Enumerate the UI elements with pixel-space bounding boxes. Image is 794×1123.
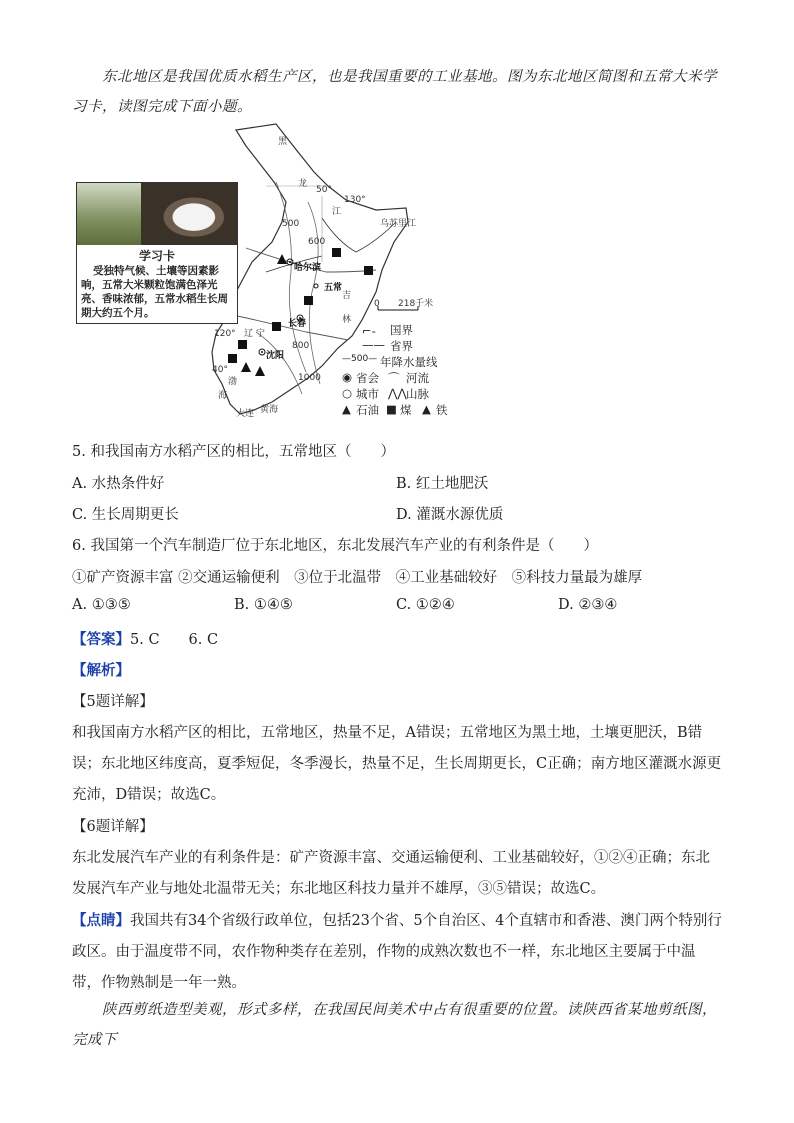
legend-border: 国界: [390, 323, 413, 337]
coal-symbol: [228, 354, 237, 363]
label-yellow-sea: 黄海: [260, 405, 279, 415]
coal-symbol: [364, 266, 373, 275]
legend-oil: 石油: [356, 403, 379, 417]
detail5-text: 和我国南方水稻产区的相比，五常地区，热量不足，A错误；五常地区为黑土地，土壤更肥沃，B错误；东北地区纬度高，夏季短促，冬季漫长，热量不足，生长周期更长，C正确；南方地区灌溉水源更充沛，D错误；故选C。: [72, 725, 722, 803]
label-province-liao: 辽: [244, 329, 254, 339]
label-isohyet-600: 600: [308, 237, 326, 247]
label-city-shenyang: 沈阳: [266, 351, 285, 361]
label-lat-40: 40°: [212, 365, 228, 375]
oil-icon: ▲: [342, 402, 351, 416]
label-lat-50: 50°: [316, 185, 332, 195]
label-isohyet-500: 500: [282, 219, 300, 229]
label-lon-130: 130°: [344, 195, 366, 205]
border-line-icon: ⌐‐: [362, 324, 376, 338]
coal-symbol: [238, 340, 247, 349]
detail5-label: 【5题详解】: [72, 694, 154, 710]
coal-symbol: [304, 296, 313, 305]
legend-river: 河流: [406, 371, 429, 385]
answer-line: [72, 628, 218, 649]
note-block: [72, 905, 722, 999]
label-wusuli: 乌苏里江: [380, 219, 417, 229]
note-text: 我国共有34个省级行政单位，包括23个省、5个自治区、4个直辖市和香港、澳门两个特别行政区。由于温度带不同，农作物种类存在差别，作物的成熟次数也不一样，东北地区主要属于中温带，作物熟制是一年一熟。: [72, 913, 722, 991]
legend-coal: 煤: [400, 403, 412, 417]
label-city-harbin: 哈尔滨: [294, 263, 322, 273]
scale-zero: 0: [374, 299, 380, 309]
intro-paragraph: 东北地区是我国优质水稻生产区，也是我国重要的工业基地。图为东北地区简图和五常大米学习卡，读图完成下面小题。: [72, 69, 717, 115]
q6-option-a: A. ①③⑤: [72, 597, 131, 613]
scale-distance: 218千米: [398, 299, 434, 309]
legend-mountain: 山脉: [406, 387, 429, 401]
detail6-label: 【6题详解】: [72, 819, 154, 835]
label-sea-bo: 渤: [228, 377, 238, 387]
label-province-hei: 黑: [278, 137, 288, 147]
q5-stem: 5. 和我国南方水稻产区的相比，五常地区（ ）: [72, 444, 395, 460]
q5-option-c: C. 生长周期更长: [72, 507, 179, 523]
river-icon: ⌒: [388, 371, 400, 385]
legend-capital: 省会: [356, 371, 379, 385]
q5-option-a: A. 水热条件好: [72, 476, 165, 492]
label-lon-120: 120°: [214, 329, 236, 339]
label-province-ji: 吉: [342, 291, 352, 301]
analysis-label: 【解析】: [72, 662, 130, 679]
rice-bowl-photo: [141, 183, 237, 245]
label-isohyet-800: 800: [292, 341, 310, 351]
legend-city: 城市: [356, 387, 379, 401]
city-icon: ○: [342, 386, 353, 400]
q6-option-d: D. ②③④: [558, 597, 618, 613]
q5-option-b: B. 红土地肥沃: [396, 476, 489, 492]
label-city-changchun: 长春: [288, 319, 307, 329]
label-isohyet-1000: 1000: [298, 373, 321, 383]
next-intro: 陕西剪纸造型美观，形式多样，在我国民间美术中占有很重要的位置。读陕西省某地剪纸图，完成下: [72, 1002, 717, 1048]
legend-province: 省界: [390, 339, 413, 353]
province-line-icon: ——: [362, 338, 385, 352]
q5-option-d: D. 灌溉水源优质: [396, 507, 504, 523]
q6-stem: 6. 我国第一个汽车制造厂位于东北地区，东北发展汽车产业的有利条件是（ ）: [72, 538, 598, 554]
label-province-ning: 宁: [256, 329, 266, 339]
northeast-map-figure: [76, 122, 476, 422]
q6-option-c: C. ①②④: [396, 597, 455, 613]
legend-isohyet-sample: —500—: [342, 354, 378, 364]
q6-option-b: B. ①④⑤: [234, 597, 293, 613]
legend-iron: 铁: [436, 403, 448, 417]
note-label: 【点睛】: [72, 912, 130, 929]
answer-value: 5. C 6. C: [130, 632, 219, 648]
coal-icon: ■: [386, 402, 397, 416]
study-card-title: 学习卡: [138, 249, 175, 263]
mountain-icon: ⋀⋀: [388, 386, 407, 400]
label-city-wuchang: 五常: [324, 283, 343, 293]
capital-icon: ◉: [342, 370, 353, 384]
label-province-lin: 林: [342, 315, 352, 325]
label-province-long: 龙: [298, 179, 308, 189]
legend-isohyet: 年降水量线: [380, 355, 438, 369]
rice-field-photo: [77, 183, 141, 245]
iron-icon: ▲: [422, 402, 431, 416]
label-province-jiang: 江: [332, 207, 342, 217]
coal-symbol: [272, 322, 281, 331]
coal-symbol: [332, 248, 341, 257]
answer-label: 【答案】: [72, 631, 130, 648]
label-sea-hai: 海: [218, 391, 228, 401]
label-city-dalian: 大连: [236, 409, 255, 419]
detail6-text: 东北发展汽车产业的有利条件是：矿产资源丰富、交通运输便利、工业基础较好，①②④正确；东北发展汽车产业与地处北温带无关；东北地区科技力量并不雄厚，③⑤错误；故选C。: [72, 850, 710, 897]
study-card-text: 受独特气候、土壤等因素影响，五常大米颗粒饱满色泽光亮、香味浓郁，五常水稻生长周期大约五个月。: [81, 265, 228, 319]
study-card: [76, 182, 238, 324]
q6-items: ①矿产资源丰富 ②交通运输便利 ③位于北温带 ④工业基础较好 ⑤科技力量最为雄厚: [72, 570, 643, 586]
